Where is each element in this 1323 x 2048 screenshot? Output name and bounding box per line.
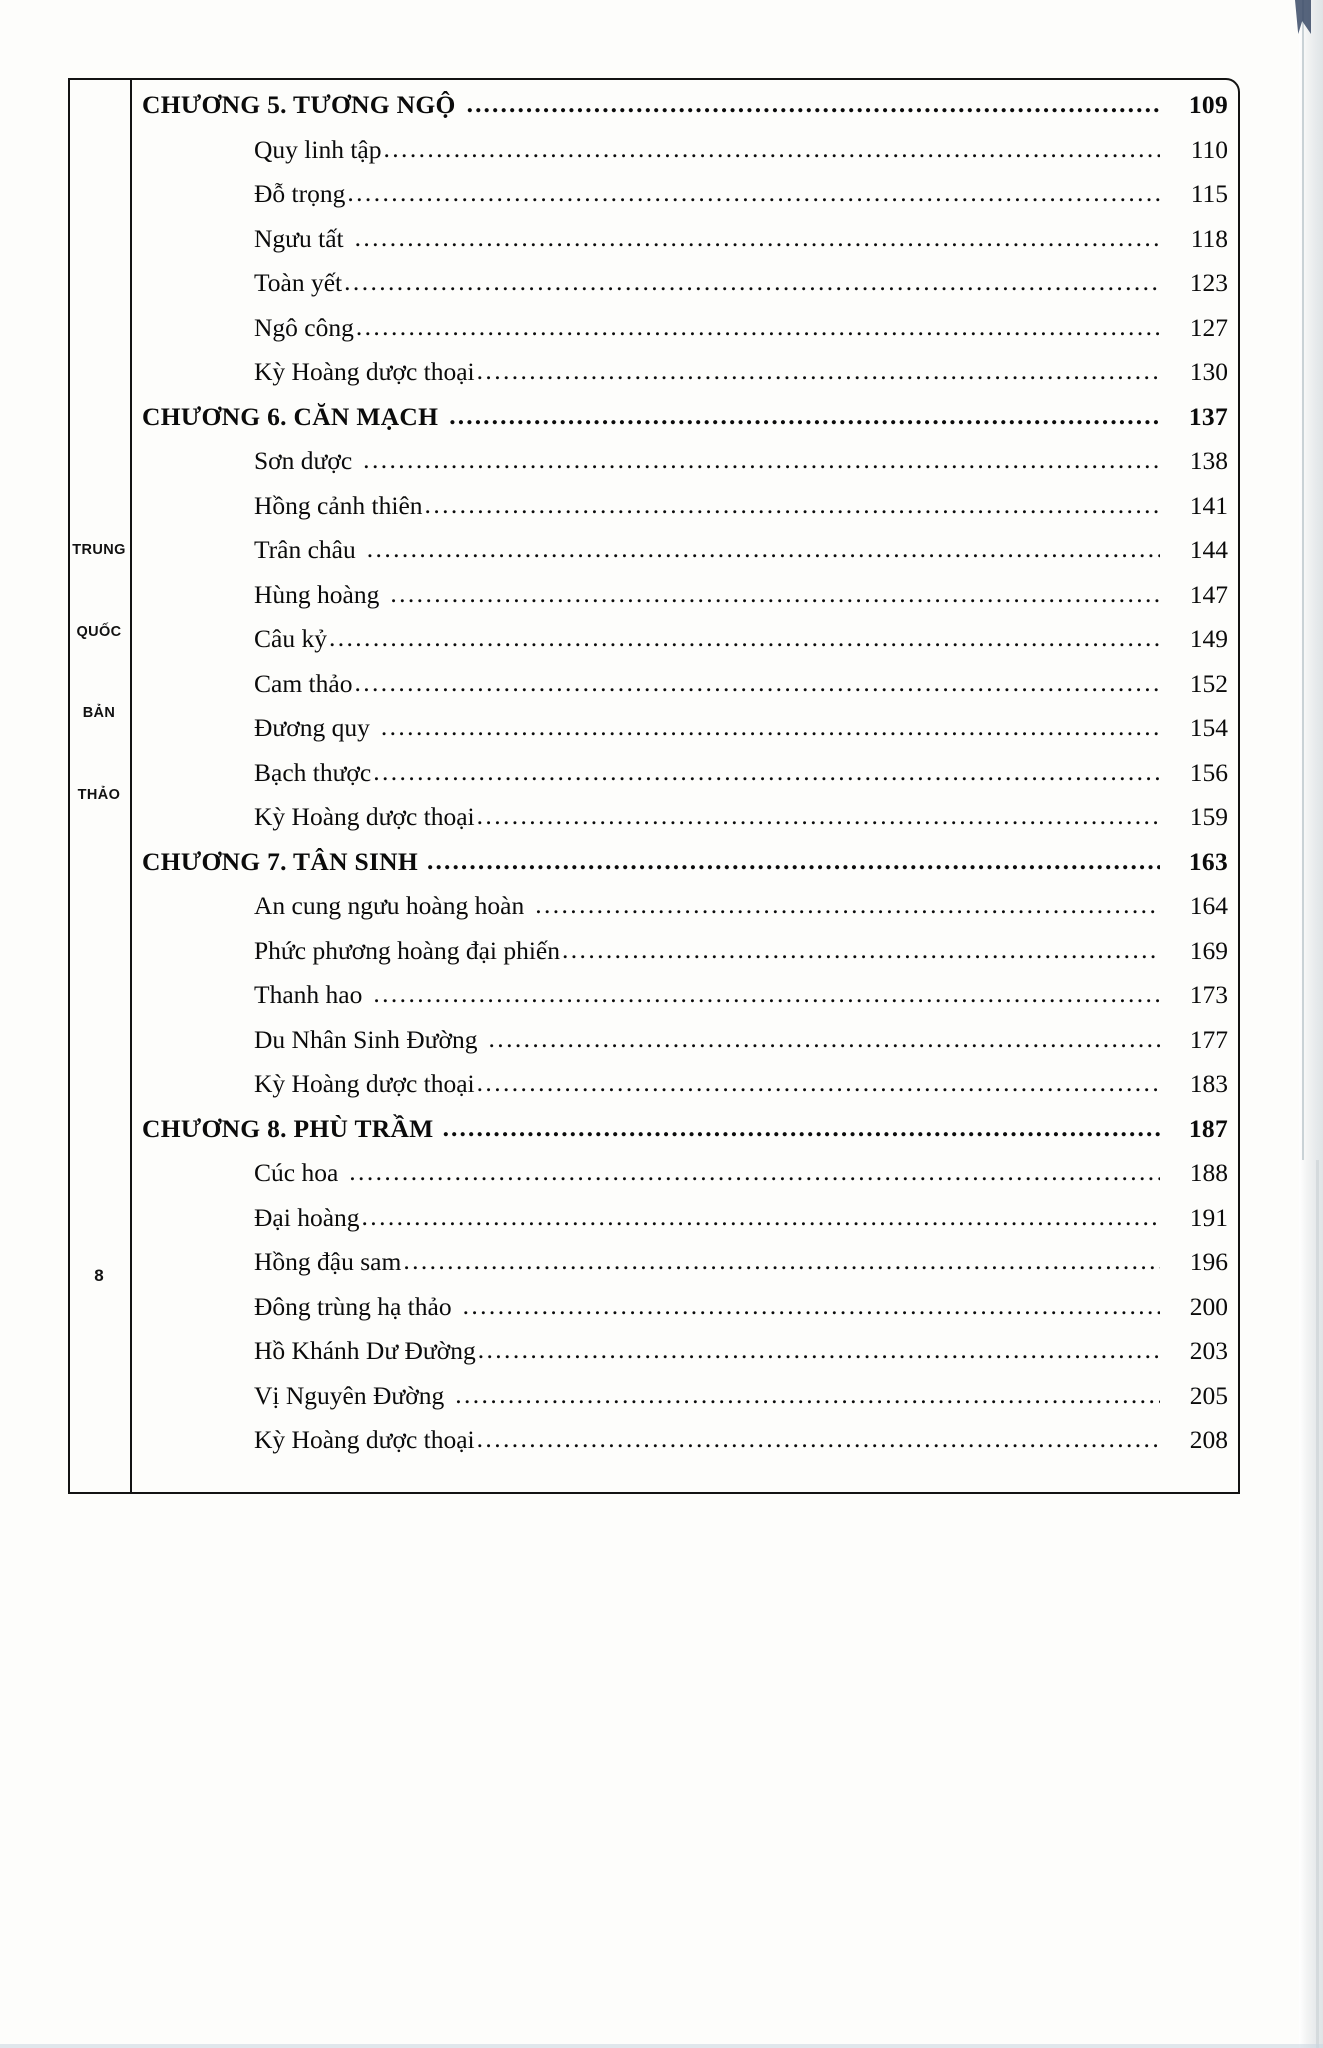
toc-entry-page-number: 164	[1189, 891, 1228, 920]
toc-leader-dots	[425, 492, 1160, 518]
toc-entry-row	[142, 757, 1228, 805]
toc-entry-title: Vị Nguyên Đường	[254, 1380, 445, 1410]
toc-entry-title: CHƯƠNG 6. CĂN MẠCH	[142, 401, 439, 431]
toc-entry-page-number: 200	[1189, 1291, 1228, 1321]
toc-entry-page-number: 159	[1189, 802, 1228, 831]
side-label-word-2: QUỐC	[76, 624, 122, 640]
toc-entry-title: Ngô công	[254, 312, 354, 342]
page-folio-number: 8	[94, 1266, 104, 1285]
toc-leader-dots	[427, 848, 1160, 874]
toc-leader-dots	[373, 759, 1160, 785]
toc-entry-title: Toàn yết	[254, 268, 343, 297]
toc-entry-title: Đông trùng hạ thảo	[254, 1291, 452, 1321]
toc-entry-title: Câu kỷ	[254, 624, 327, 653]
toc-entry-page-number: 109	[1188, 90, 1228, 119]
toc-entry-title: CHƯƠNG 7. TÂN SINH	[142, 846, 419, 876]
toc-entry-title: CHƯƠNG 5. TƯƠNG NGỘ	[142, 90, 456, 119]
toc-entry-row	[142, 626, 1228, 671]
toc-entry-row	[142, 579, 1228, 627]
toc-leader-dots	[477, 803, 1160, 829]
toc-entry-row	[142, 270, 1228, 315]
toc-entry-row	[142, 537, 1228, 582]
toc-entry-row	[142, 1024, 1228, 1072]
toc-entry-row	[142, 1071, 1228, 1116]
toc-entry-row	[142, 134, 1228, 182]
toc-entry-row	[142, 893, 1228, 938]
toc-entry-page-number: 110	[1190, 134, 1228, 164]
toc-entry-title: Kỳ Hoàng dược thoại	[254, 1069, 475, 1098]
toc-leader-dots	[478, 1337, 1160, 1363]
side-label-word-1: TRUNG	[72, 542, 126, 558]
toc-entry-page-number: 203	[1189, 1336, 1228, 1365]
toc-entry-row	[142, 1427, 1228, 1472]
toc-entry-row	[142, 1380, 1228, 1428]
toc-entry-title: Thanh hao	[254, 980, 363, 1009]
toc-leader-dots	[355, 225, 1160, 251]
toc-entry-page-number: 156	[1189, 757, 1228, 787]
toc-entry-title: Trân châu	[254, 535, 356, 564]
toc-entry-page-number: 177	[1189, 1024, 1228, 1054]
toc-entry-page-number: 127	[1189, 312, 1228, 342]
toc-entry-page-number: 152	[1189, 668, 1228, 698]
toc-entry-title: Bạch thược	[254, 757, 372, 787]
toc-entry-page-number: 147	[1189, 579, 1228, 609]
book-page-edge-upper	[1302, 0, 1304, 1160]
toc-leader-dots	[477, 1070, 1160, 1096]
toc-chapter-row	[142, 401, 1228, 449]
toc-entry-title: Ngưu tất	[254, 223, 344, 253]
toc-entry-page-number: 205	[1189, 1380, 1228, 1410]
toc-entry-page-number: 149	[1189, 624, 1228, 653]
toc-leader-dots	[329, 625, 1160, 651]
toc-chapter-row	[142, 846, 1228, 894]
toc-entry-row	[142, 935, 1228, 983]
toc-entry-title: Cam thảo	[254, 668, 353, 698]
toc-entry-title: Du Nhân Sinh Đường	[254, 1024, 478, 1054]
toc-entry-row	[142, 982, 1228, 1027]
toc-entry-title: Kỳ Hoàng dược thoại	[254, 357, 475, 386]
toc-entry-page-number: 123	[1189, 268, 1228, 297]
toc-entry-page-number: 163	[1188, 846, 1228, 876]
toc-entry-title: Hồng đậu sam	[254, 1247, 402, 1276]
toc-leader-dots	[535, 892, 1160, 918]
toc-entry-title: Hồ Khánh Dư Đường	[254, 1336, 476, 1365]
toc-entry-page-number: 154	[1189, 713, 1228, 742]
toc-entry-page-number: 169	[1189, 935, 1228, 965]
toc-entry-page-number: 138	[1189, 446, 1228, 475]
toc-leader-dots	[384, 136, 1161, 162]
toc-entry-page-number: 208	[1189, 1425, 1228, 1454]
toc-entry-title: Kỳ Hoàng dược thoại	[254, 1425, 475, 1454]
toc-leader-dots	[347, 180, 1160, 206]
toc-entry-row	[142, 1160, 1228, 1205]
toc-entry-page-number: 173	[1189, 980, 1228, 1009]
toc-entry-title: Kỳ Hoàng dược thoại	[254, 802, 475, 831]
toc-entry-title: Cúc hoa	[254, 1158, 339, 1187]
toc-leader-dots	[403, 1248, 1160, 1274]
toc-entry-page-number: 196	[1189, 1247, 1228, 1276]
toc-chapter-row	[142, 92, 1228, 137]
book-page-edge-lower	[1316, 1160, 1319, 2048]
toc-entry-title: Đương quy	[254, 713, 370, 742]
toc-leader-dots	[467, 91, 1160, 117]
toc-entry-page-number: 141	[1189, 490, 1228, 520]
toc-entry-title: Hùng hoàng	[254, 579, 380, 609]
toc-entry-title: Phức phương hoàng đại phiến	[254, 935, 560, 965]
toc-entry-row	[142, 1202, 1228, 1250]
toc-entry-title: CHƯƠNG 8. PHÙ TRẦM	[142, 1113, 434, 1143]
toc-leader-dots	[463, 1293, 1160, 1319]
side-label-word-3: BẢN	[82, 705, 116, 721]
toc-entry-title: Quy linh tập	[254, 134, 382, 164]
toc-chapter-row	[142, 1113, 1228, 1161]
toc-entry-row	[142, 490, 1228, 538]
scan-bottom-edge	[0, 2044, 1323, 2048]
toc-leader-dots	[455, 1382, 1160, 1408]
toc-entry-row	[142, 1338, 1228, 1383]
toc-entry-page-number: 144	[1189, 535, 1228, 564]
toc-entry-page-number: 130	[1189, 357, 1228, 386]
table-of-contents-list	[142, 92, 1228, 1472]
toc-leader-dots	[363, 447, 1160, 473]
toc-leader-dots	[477, 358, 1160, 384]
toc-leader-dots	[489, 1026, 1160, 1052]
toc-entry-row	[142, 312, 1228, 360]
toc-entry-title: Đại hoàng	[254, 1202, 360, 1232]
side-label-word-4: THẢO	[77, 787, 121, 803]
toc-entry-page-number: 118	[1190, 223, 1228, 253]
toc-leader-dots	[562, 937, 1160, 963]
toc-entry-row	[142, 1249, 1228, 1294]
toc-entry-title: Đỗ trọng	[254, 179, 346, 208]
side-strip-divider-rule	[130, 78, 132, 1494]
toc-entry-page-number: 188	[1189, 1158, 1228, 1187]
toc-entry-row	[142, 359, 1228, 404]
toc-leader-dots	[354, 670, 1160, 696]
toc-entry-row	[142, 448, 1228, 493]
toc-leader-dots	[373, 981, 1160, 1007]
toc-entry-row	[142, 715, 1228, 760]
toc-leader-dots	[367, 536, 1160, 562]
toc-entry-page-number: 187	[1188, 1113, 1228, 1143]
toc-leader-dots	[356, 314, 1160, 340]
toc-leader-dots	[381, 714, 1160, 740]
toc-entry-row	[142, 223, 1228, 271]
toc-entry-page-number: 191	[1189, 1202, 1228, 1232]
toc-leader-dots	[443, 1115, 1160, 1141]
toc-leader-dots	[344, 269, 1160, 295]
toc-leader-dots	[390, 581, 1160, 607]
toc-entry-row	[142, 181, 1228, 226]
toc-leader-dots	[362, 1204, 1160, 1230]
toc-entry-title: Sơn dược	[254, 446, 353, 475]
toc-entry-page-number: 183	[1189, 1069, 1228, 1098]
toc-entry-row	[142, 804, 1228, 849]
toc-entry-row	[142, 668, 1228, 716]
toc-leader-dots	[349, 1159, 1160, 1185]
toc-entry-page-number: 137	[1188, 401, 1228, 431]
toc-leader-dots	[477, 1426, 1160, 1452]
toc-entry-title: Hồng cảnh thiên	[254, 490, 423, 520]
toc-entry-title: An cung ngưu hoàng hoàn	[254, 891, 525, 920]
toc-leader-dots	[449, 403, 1160, 429]
toc-entry-row	[142, 1291, 1228, 1339]
toc-entry-page-number: 115	[1190, 179, 1228, 208]
